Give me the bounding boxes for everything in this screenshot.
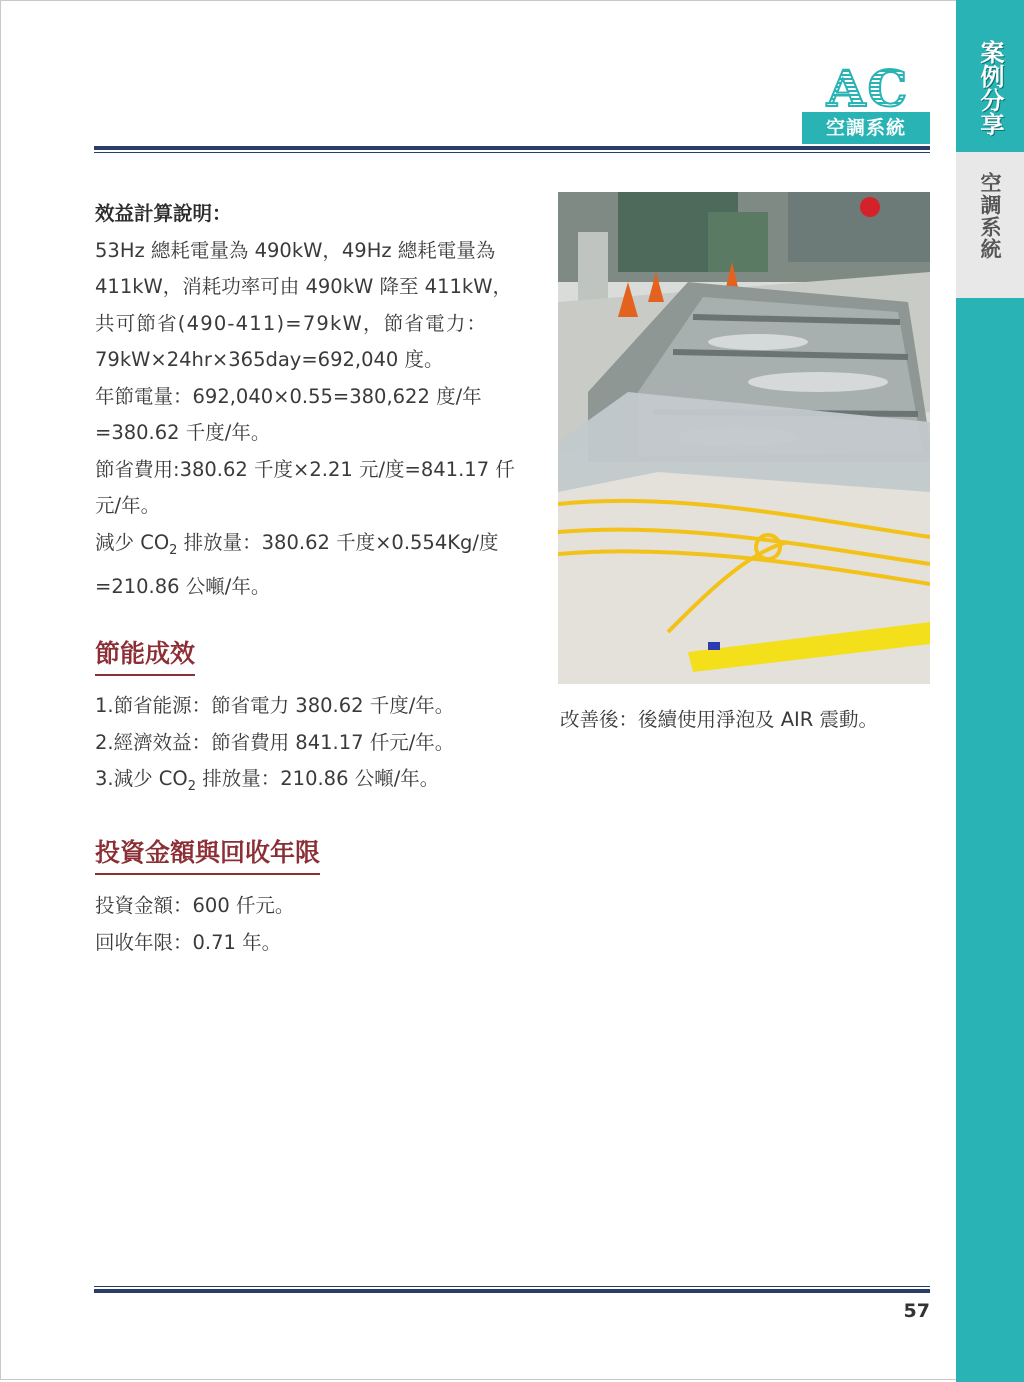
side-section-banner [956, 0, 1024, 152]
list-item: 3.減少 $CO_2$ 排放量：210.86 公噸/年。 [95, 767, 440, 794]
side-chapter-label: 空調系統 [978, 172, 1002, 260]
side-chapter-tab[interactable] [956, 152, 1024, 298]
investment-list [95, 888, 545, 961]
page-number: 57 [903, 1300, 930, 1322]
footer-rule [94, 1286, 930, 1293]
list-item: 2.經濟效益：節省費用 841.17 仟元/年。 [95, 730, 455, 754]
ac-logo [806, 62, 930, 112]
calculation-line: 53Hz 總耗電量為 490kW，49Hz 總耗電量為 [95, 238, 496, 262]
co2-calculation-line: 減少 $CO_2$ 排放量：380.62 千度×0.554Kg/度 [95, 530, 499, 558]
investment-amount: 投資金額：600 仟元。 [95, 894, 295, 917]
calculation-line: 79kW×24hr×365day=692,040 度。 [95, 348, 444, 371]
header-rule [94, 146, 930, 153]
calculation-line: 411kW，消耗功率可由 490kW 降至 411kW， [95, 275, 512, 298]
calculation-line: 元/年。 [95, 494, 161, 517]
energy-saving-title: 節能成效 [95, 634, 195, 676]
calculation-heading: 效益計算說明： [95, 202, 232, 225]
logo-letters: AC [826, 62, 910, 112]
side-section-label: 案例分享 [976, 40, 1004, 136]
payback-period: 回收年限：0.71 年。 [95, 930, 282, 954]
improvement-photo [558, 192, 930, 684]
list-item: 1.節省能源：節省電力 380.62 千度/年。 [95, 694, 455, 717]
energy-saving-list [95, 688, 545, 805]
photo-illustration [558, 192, 930, 684]
side-strip [956, 0, 1024, 1382]
co2-calculation-result: =210.86 公噸/年。 [95, 574, 271, 598]
calculation-line: 共可節省(490-411)=79kW，節省電力： [95, 311, 488, 335]
calculation-block [95, 196, 545, 605]
investment-title: 投資金額與回收年限 [95, 833, 320, 875]
calculation-line: 節省費用:380.62 千度×2.21 元/度=841.17 仟 [95, 457, 515, 481]
calculation-line: 年節電量：692,040×0.55=380,622 度/年 [95, 384, 482, 408]
logo-subtitle: 空調系統 [802, 112, 930, 144]
photo-caption: 改善後：後續使用淨泡及 AIR 震動。 [560, 708, 879, 731]
calculation-line: =380.62 千度/年。 [95, 421, 271, 444]
